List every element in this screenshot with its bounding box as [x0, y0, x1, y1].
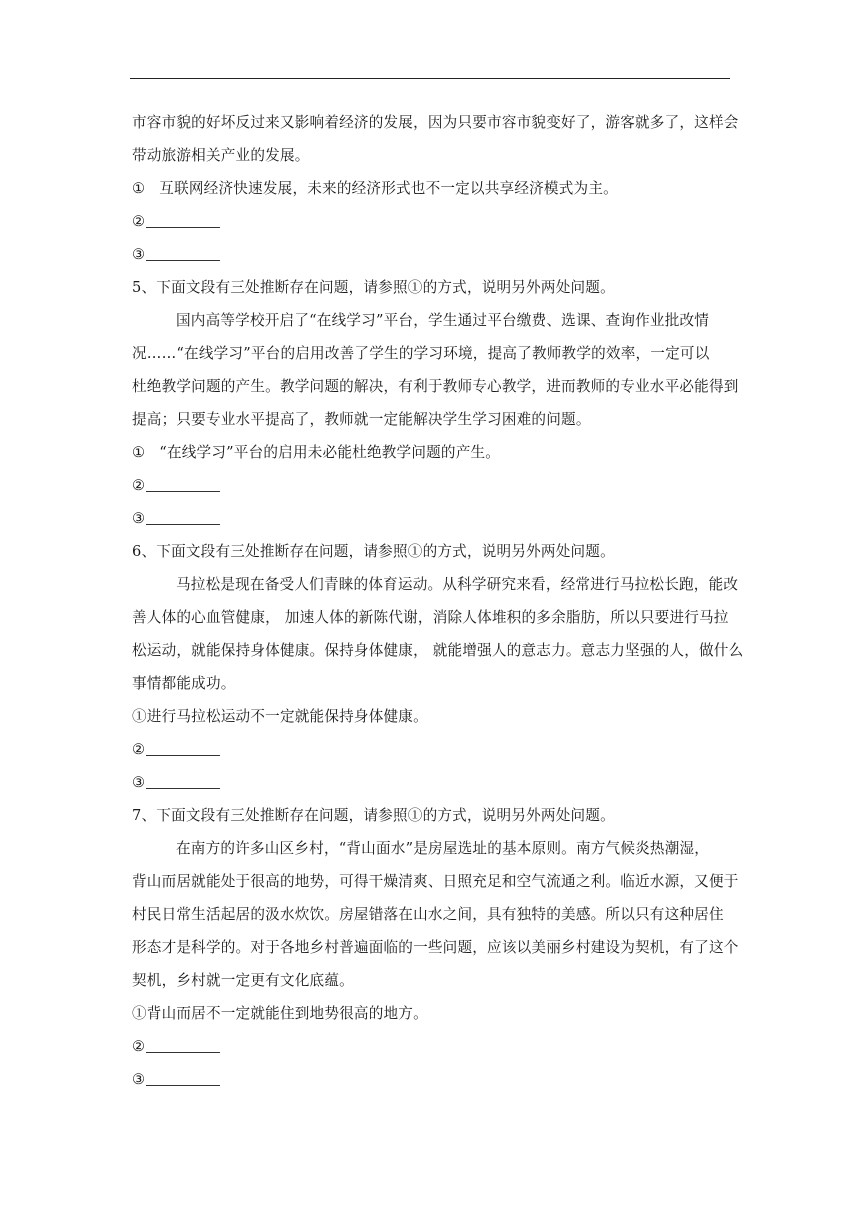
- answer-blank[interactable]: [146, 772, 220, 789]
- answer-marker: ③: [132, 246, 146, 263]
- answer-1: ①进行马拉松运动不一定就能保持身体健康。: [132, 708, 428, 725]
- answer-1-text: 互联网经济快速发展，未来的经济形式也不一定以共享经济模式为主。: [159, 180, 618, 197]
- answer-blank[interactable]: [146, 244, 220, 261]
- question-5-prompt: 5、下面文段有三处推断存在问题，请参照①的方式，说明另外两处问题。: [132, 279, 615, 296]
- answer-1-text: “在线学习”平台的启用未必能杜绝教学问题的产生。: [159, 444, 501, 461]
- worksheet-body: [132, 106, 744, 1096]
- answer-marker: ②: [132, 741, 146, 758]
- answer-marker: ③: [132, 510, 146, 527]
- question-6-prompt: 6、下面文段有三处推断存在问题，请参照①的方式，说明另外两处问题。: [132, 543, 615, 560]
- passage-line: 马拉松是现在备受人们青睐的体育运动。从科学研究来看，经常进行马拉松长跑，能改: [176, 576, 739, 593]
- answer-2: [132, 1030, 732, 1063]
- passage-line: 市容市貌的好坏反过来又影响着经济的发展，因为只要市容市貌变好了，游客就多了，这样会: [132, 114, 739, 131]
- question-7-prompt: 7、下面文段有三处推断存在问题，请参照①的方式，说明另外两处问题。: [132, 807, 615, 824]
- passage-line: 况……“在线学习”平台的启用改善了学生的学习环境，提高了教师教学的效率，一定可以: [132, 345, 710, 362]
- answer-blank[interactable]: [146, 1036, 220, 1053]
- answer-1: [132, 436, 732, 469]
- header-rule: [130, 78, 730, 79]
- answer-marker: ①: [132, 180, 146, 197]
- answer-marker: ③: [132, 774, 146, 791]
- answer-marker: ②: [132, 213, 146, 230]
- passage-line: 国内高等学校开启了“在线学习”平台，学生通过平台缴费、选课、查询作业批改情: [176, 312, 710, 329]
- answer-blank[interactable]: [146, 475, 220, 492]
- answer-3: [132, 502, 732, 535]
- answer-1: [132, 172, 732, 205]
- passage-line: 事情都能成功。: [132, 675, 236, 692]
- answer-blank[interactable]: [146, 508, 220, 525]
- passage-line: 带动旅游相关产业的发展。: [132, 147, 310, 164]
- answer-marker: ②: [132, 477, 146, 494]
- answer-blank[interactable]: [146, 739, 220, 756]
- answer-blank[interactable]: [146, 1069, 220, 1086]
- answer-marker: ①: [132, 444, 146, 461]
- passage-line: 杜绝教学问题的产生。教学问题的解决，有利于教师专心教学，进而教师的专业水平必能得到: [132, 378, 739, 395]
- answer-marker: ②: [132, 1038, 146, 1055]
- passage-line: 契机，乡村就一定更有文化底蕴。: [132, 972, 354, 989]
- passage-line: 形态才是科学的。对于各地乡村普遍面临的一些问题，应该以美丽乡村建设为契机，有了这个: [132, 939, 739, 956]
- passage-line: 背山而居就能处于很高的地势，可得干燥清爽、日照充足和空气流通之利。临近水源，又便于: [132, 873, 739, 890]
- passage-line: 善人体的心血管健康， 加速人体的新陈代谢，消除人体堆积的多余脂肪，所以只要进行马拉: [132, 609, 729, 626]
- answer-2: [132, 205, 732, 238]
- answer-1: ①背山而居不一定就能住到地势很高的地方。: [132, 1005, 428, 1022]
- answer-3: [132, 766, 732, 799]
- answer-3: [132, 238, 732, 271]
- answer-3: [132, 1063, 732, 1096]
- answer-marker: ③: [132, 1071, 146, 1088]
- passage-line: 在南方的许多山区乡村，“背山面水”是房屋选址的基本原则。南方气候炎热潮湿，: [176, 840, 710, 857]
- answer-2: [132, 469, 732, 502]
- passage-line: 提高；只要专业水平提高了，教师就一定能解决学生学习困难的问题。: [132, 411, 591, 428]
- passage-line: 村民日常生活起居的汲水炊饮。房屋错落在山水之间，具有独特的美感。所以只有这种居住: [132, 906, 724, 923]
- answer-2: [132, 733, 732, 766]
- passage-line: 松运动，就能保持身体健康。保持身体健康， 就能增强人的意志力。意志力坚强的人，做什么: [132, 642, 744, 659]
- answer-blank[interactable]: [146, 211, 220, 228]
